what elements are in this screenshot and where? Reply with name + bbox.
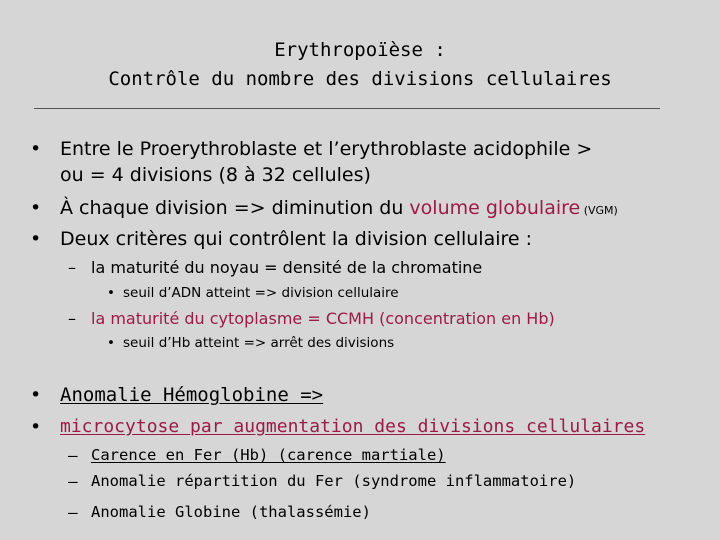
- bullet-3-marker: •: [30, 228, 42, 250]
- slide-title: [0, 36, 720, 94]
- sub-1-dash: –: [68, 258, 76, 277]
- cause-2-dash: –: [68, 472, 78, 491]
- bullet-2-prefix: À chaque division => diminution du: [60, 197, 410, 219]
- sub-1-detail-marker: •: [107, 285, 115, 301]
- bullet-1-line-1: Entre le Proerythroblaste et l’erythroblaste acidophile >: [60, 138, 593, 160]
- sub-2-text: [91, 309, 555, 328]
- title-line-2: Contrôle du nombre des divisions cellulaires: [108, 68, 612, 90]
- cause-2: Anomalie répartition du Fer (syndrome inflammatoire): [91, 472, 577, 490]
- bullet-2-marker: •: [30, 197, 42, 219]
- sub-2-dash: –: [68, 309, 76, 328]
- bullet-3-text: Deux critères qui contrôlent la division cellulaire :: [60, 228, 533, 250]
- bullet-1-marker: •: [30, 138, 42, 160]
- anomalie-2-marker: •: [30, 416, 42, 438]
- bullet-1-line-2: ou = 4 divisions (8 à 32 cellules): [60, 164, 371, 186]
- sub-1-text: la maturité du noyau = densité de la chromatine: [91, 258, 483, 277]
- anomalie-line-2: microcytose par augmentation des divisions cellulaires: [60, 416, 646, 437]
- bullet-2-highlight: volume globulaire: [409, 197, 581, 219]
- title-line-1: Erythropoïèse :: [274, 39, 446, 61]
- title-divider: [34, 108, 660, 109]
- cause-1: Carence en Fer (Hb) (carence martiale): [91, 446, 446, 464]
- anomalie-1-marker: •: [30, 384, 42, 406]
- sub-2-label: la maturité du cytoplasme = CCMH (concentration en Hb): [91, 309, 555, 328]
- cause-3-dash: –: [68, 503, 78, 522]
- bullet-2-suffix: (VGM): [580, 204, 618, 217]
- anomalie-line-1: Anomalie Hémoglobine =>: [60, 384, 324, 406]
- sub-1-detail: seuil d’ADN atteint => division cellulaire: [123, 285, 399, 301]
- cause-3: Anomalie Globine (thalassémie): [91, 503, 371, 521]
- sub-2-detail-marker: •: [107, 335, 115, 351]
- sub-2-detail: seuil d’Hb atteint => arrêt des divisions: [123, 335, 395, 351]
- cause-1-dash: –: [68, 446, 78, 465]
- bullet-2-text: [60, 197, 618, 219]
